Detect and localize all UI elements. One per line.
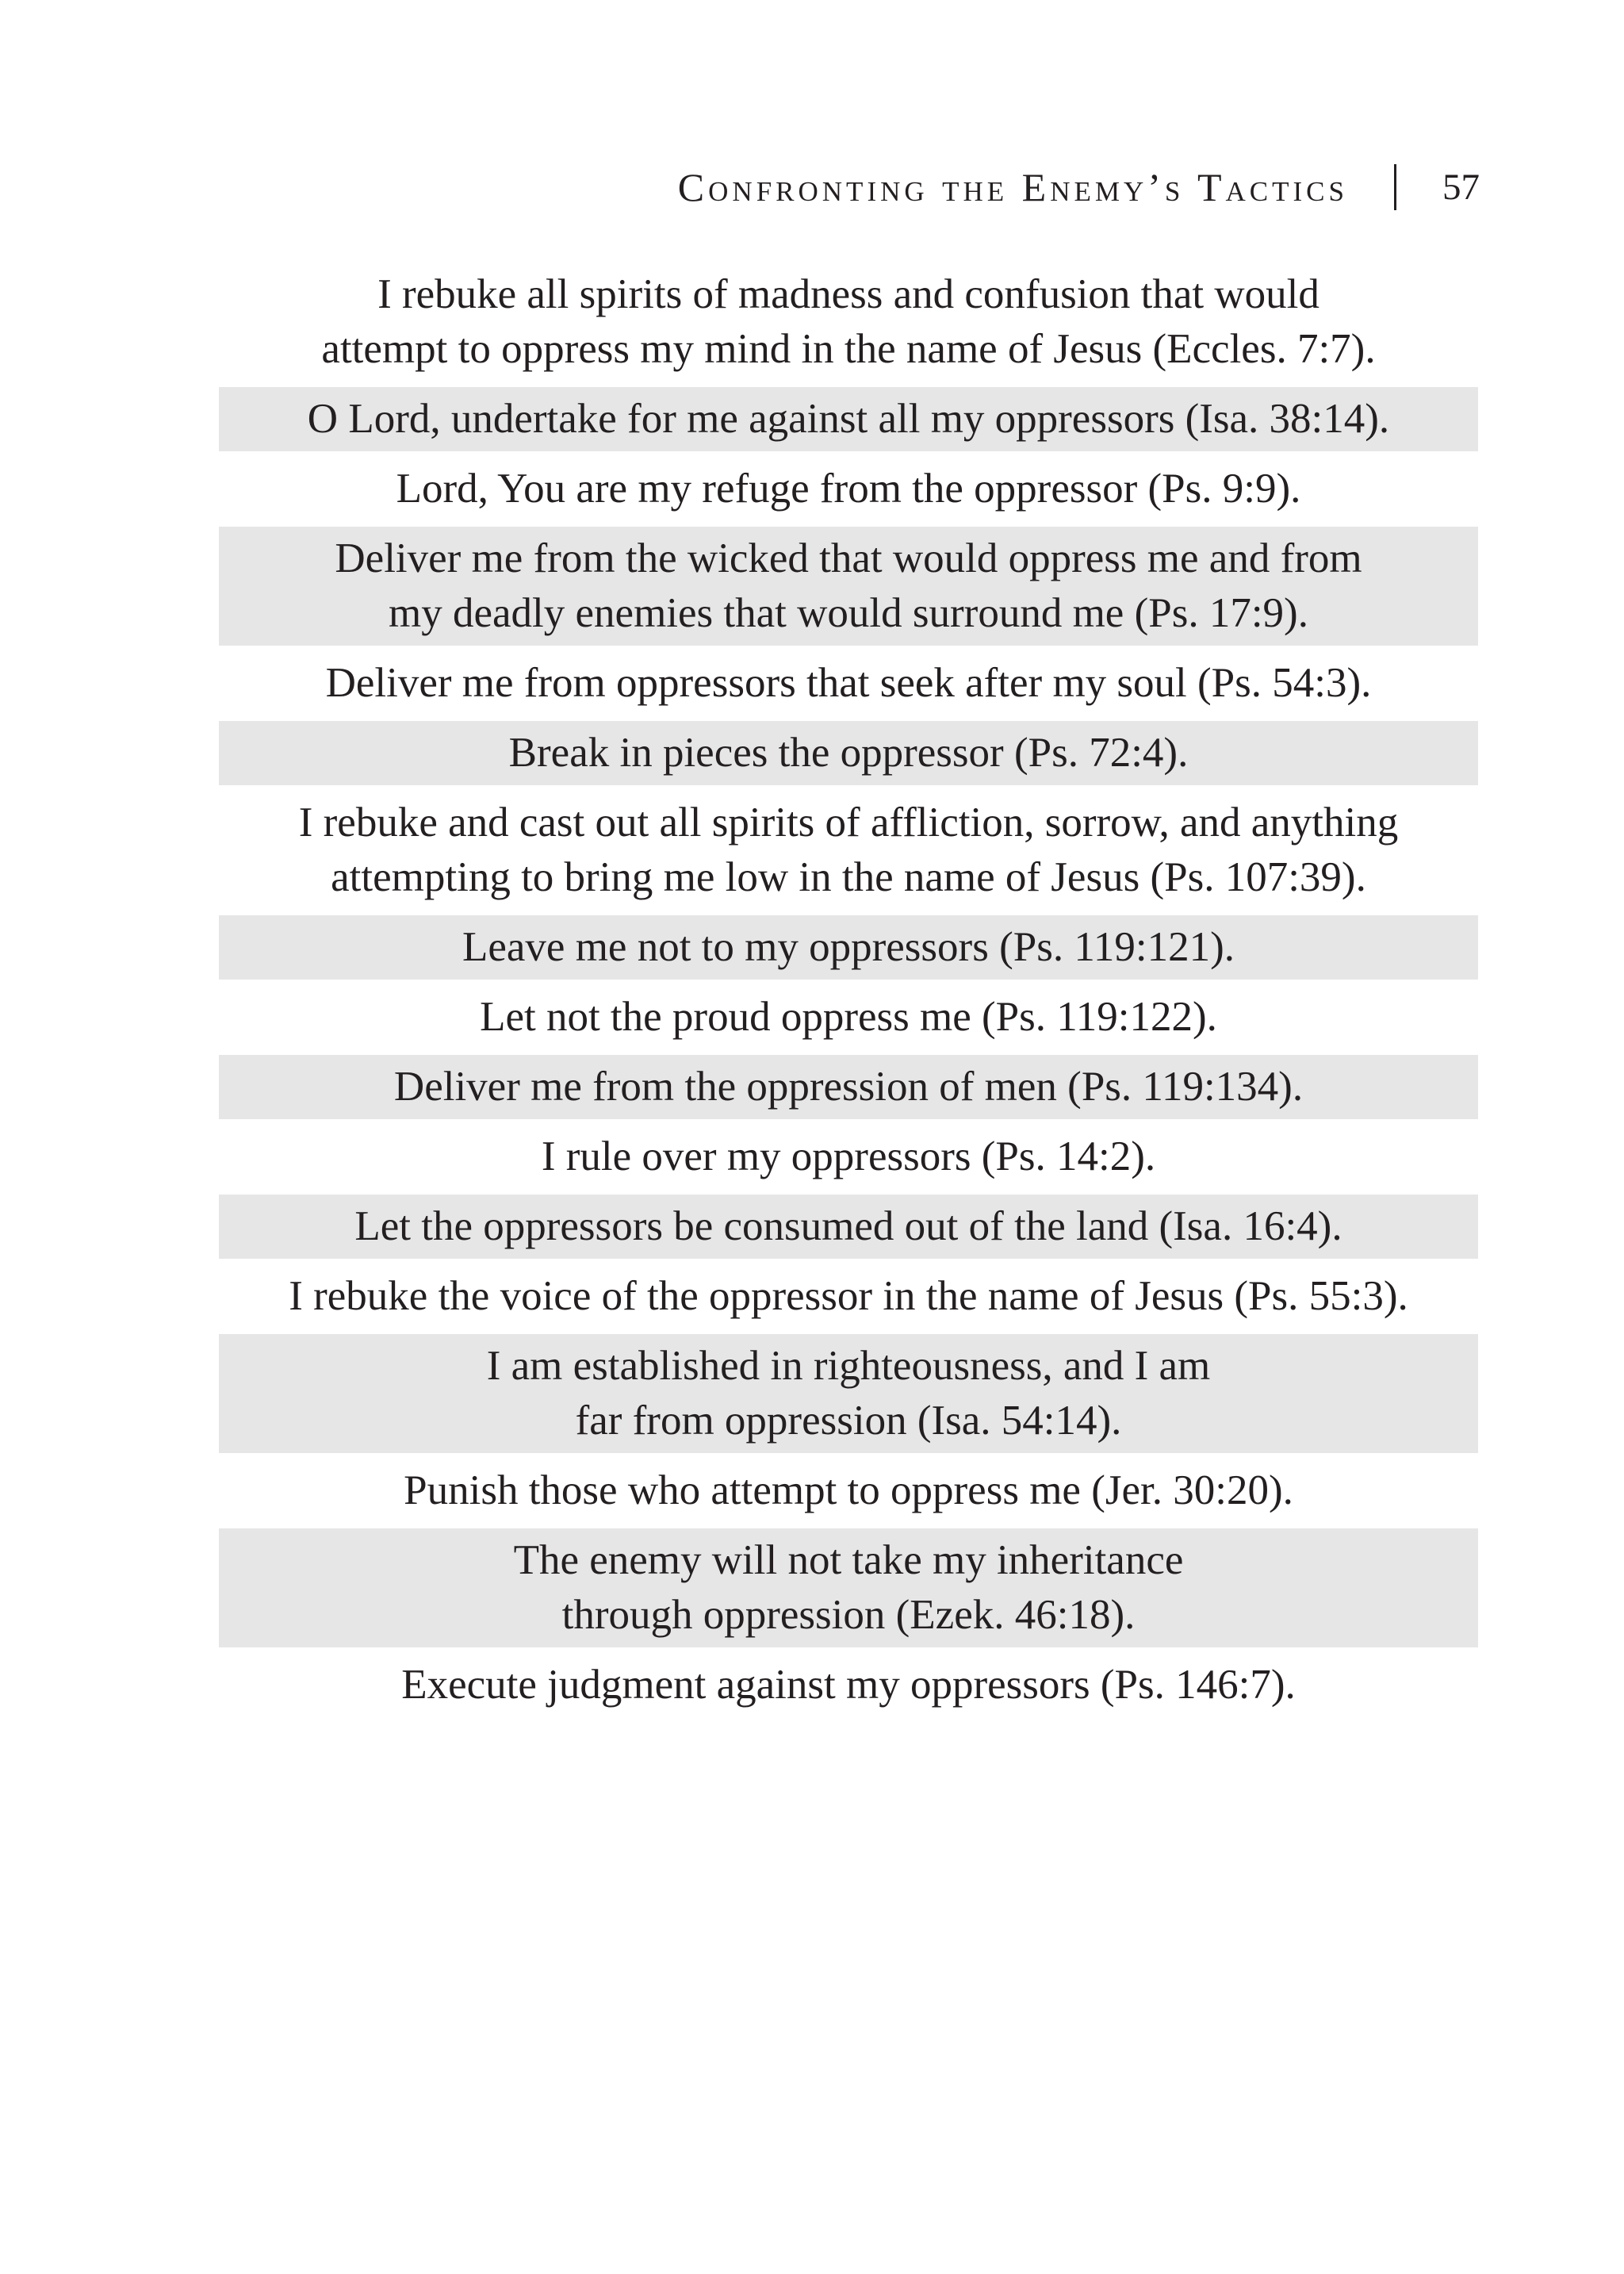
prayer-text [321, 267, 1375, 377]
prayer-line: I rebuke and cast out all spirits of affliction, sorrow, and anything [298, 800, 1399, 846]
prayer-line: I rebuke the voice of the oppressor in the name of Jesus (Ps. 55:3). [289, 1273, 1408, 1319]
prayer-line: attempt to oppress my mind in the name of Jesus (Eccles. 7:7). [321, 326, 1376, 372]
prayer-text [514, 1533, 1184, 1643]
prayer-line: Deliver me from oppressors that seek after my soul (Ps. 54:3). [325, 660, 1372, 706]
prayer-item [219, 915, 1478, 980]
prayer-text [401, 1658, 1296, 1712]
prayer-item [219, 457, 1478, 521]
prayer-list [219, 263, 1478, 1723]
prayer-line: attempting to bring me low in the name of Jesus (Ps. 107:39). [331, 854, 1366, 900]
prayer-text [354, 1199, 1342, 1254]
prayer-text [542, 1129, 1155, 1184]
page-number: 57 [1442, 166, 1480, 208]
prayer-text [462, 920, 1235, 975]
prayer-text [308, 392, 1389, 447]
prayer-text [326, 656, 1372, 711]
prayer-item [219, 791, 1478, 910]
prayer-line: The enemy will not take my inheritance [513, 1537, 1184, 1583]
prayer-line: Let the oppressors be consumed out of the land (Isa. 16:4). [354, 1203, 1342, 1249]
prayer-line: Let not the proud oppress me (Ps. 119:122). [480, 994, 1217, 1040]
prayer-line: Punish those who attempt to oppress me (Jer. 30:20). [404, 1467, 1293, 1513]
header-divider [1394, 164, 1396, 210]
prayer-line: Execute judgment against my oppressors (Ps. 146:7). [401, 1662, 1296, 1708]
prayer-item [219, 1528, 1478, 1647]
prayer-line: I rebuke all spirits of madness and confusion that would [377, 271, 1320, 317]
prayer-item [219, 1264, 1478, 1329]
prayer-line: my deadly enemies that would surround me (Ps. 17:9). [389, 590, 1308, 636]
prayer-item [219, 721, 1478, 785]
prayer-line: far from oppression (Isa. 54:14). [575, 1398, 1122, 1444]
prayer-line: Lord, You are my refuge from the oppressor (Ps. 9:9). [396, 466, 1301, 512]
chapter-title: Confronting the Enemy’s Tactics [677, 165, 1348, 209]
prayer-text [480, 990, 1217, 1045]
prayer-item [219, 387, 1478, 451]
prayer-item [219, 1055, 1478, 1119]
prayer-line: Break in pieces the oppressor (Ps. 72:4). [508, 730, 1189, 776]
prayer-text [396, 462, 1301, 516]
prayer-text [335, 531, 1362, 641]
prayer-line: I am established in righteousness, and I am [486, 1343, 1211, 1389]
prayer-item [219, 1334, 1478, 1453]
prayer-line: Deliver me from the wicked that would oppress me and from [335, 535, 1362, 581]
prayer-item [219, 985, 1478, 1049]
prayer-item [219, 263, 1478, 382]
prayer-line: O Lord, undertake for me against all my oppressors (Isa. 38:14). [307, 396, 1390, 442]
prayer-item [219, 1125, 1478, 1189]
prayer-text [394, 1060, 1303, 1114]
prayer-item [219, 1195, 1478, 1259]
prayer-line: Deliver me from the oppression of men (Ps. 119:134). [393, 1064, 1304, 1110]
prayer-line: I rule over my oppressors (Ps. 14:2). [541, 1133, 1156, 1179]
prayer-item [219, 527, 1478, 646]
running-header [476, 155, 1480, 219]
prayer-text [299, 796, 1399, 905]
prayer-text [404, 1463, 1293, 1518]
prayer-text [509, 726, 1189, 780]
prayer-text [487, 1339, 1211, 1448]
prayer-text [289, 1269, 1408, 1324]
prayer-item [219, 1653, 1478, 1717]
prayer-item [219, 1459, 1478, 1523]
prayer-item [219, 651, 1478, 715]
prayer-line: through oppression (Ezek. 46:18). [561, 1592, 1136, 1638]
prayer-line: Leave me not to my oppressors (Ps. 119:121). [462, 924, 1235, 970]
